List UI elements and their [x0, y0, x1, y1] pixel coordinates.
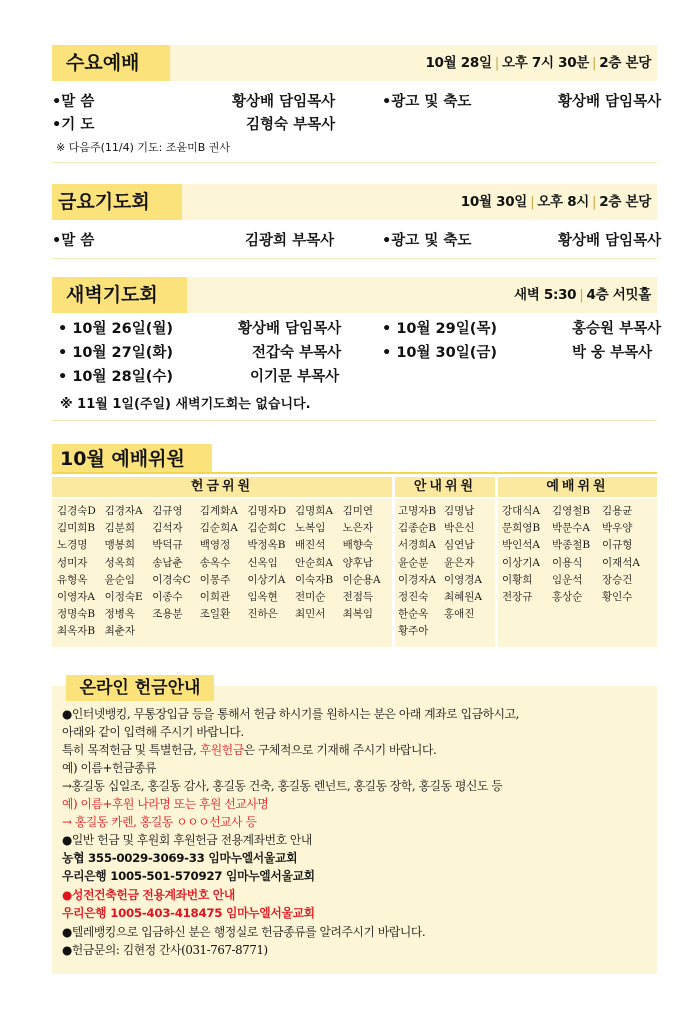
- name-row: [57, 606, 390, 623]
- fri-title: 금요기도회: [52, 184, 182, 220]
- worker-name: 신옥임: [247, 556, 278, 569]
- worker-name: 조용분: [152, 608, 183, 621]
- worker-name: 장승건: [602, 573, 633, 586]
- online-line: 예) 이름+헌금종류: [62, 761, 157, 775]
- worker-name: 박문수A: [552, 522, 591, 535]
- workers-title: 10월 예배위원: [52, 444, 212, 474]
- worker-name: 성미자: [57, 556, 88, 569]
- worker-name: 김순희A: [199, 522, 238, 535]
- worker-name: 김종순B: [398, 522, 437, 535]
- fri-announce-name: 황상배 담임목사: [558, 233, 662, 249]
- usher-names: [398, 503, 490, 641]
- online-line-tail: 은 구체적으로 기재해 주시기 바랍니다.: [243, 743, 437, 757]
- online-line: 예) 이름+후원 나라명 또는 후원 선교사명: [62, 797, 269, 811]
- fri-header: [52, 184, 657, 220]
- worker-name: 노경명: [57, 539, 88, 552]
- worker-name: 이용식: [552, 556, 583, 569]
- dawn-title: 새벽기도회: [52, 277, 187, 313]
- worker-name: 홍애진: [444, 608, 475, 621]
- wed-announce-label: •광고 및 축도: [382, 94, 472, 110]
- worker-name: 이상기A: [502, 556, 541, 569]
- worker-name: 이재석A: [602, 556, 641, 569]
- dawn-day: • 10월 29일(목): [382, 321, 497, 337]
- dawn-name: 박 웅 부목사: [572, 345, 653, 361]
- worker-name: 배향숙: [342, 539, 373, 552]
- name-row: [502, 520, 652, 537]
- dawn-header: [52, 277, 657, 313]
- name-row: [502, 589, 652, 606]
- online-contact: ●헌금문의: 김현정 간사(031-767-8771): [62, 943, 268, 957]
- dawn-info: 새벽 5:30 | 4층 서밋홀: [514, 287, 651, 303]
- wed-announce-name: 황상배 담임목사: [558, 94, 662, 110]
- name-row: [57, 623, 390, 640]
- worker-name: 진하은: [247, 608, 278, 621]
- name-row: [502, 537, 652, 554]
- worker-name: 박종철B: [552, 539, 591, 552]
- name-row: [57, 537, 390, 554]
- online-line: →홍길동 십일조, 홍길동 감사, 홍길동 건축, 홍길동 렌넌트, 홍길동 장학, 홍길동 평신도 등: [62, 779, 503, 793]
- wed-header: [52, 45, 657, 81]
- online-building-title: ●성전건축헌금 전용계좌번호 안내: [62, 888, 235, 902]
- worker-name: 김미희B: [57, 522, 96, 535]
- worker-name: 최복임: [342, 608, 373, 621]
- worker-name: 이경자A: [398, 573, 437, 586]
- online-line: ●텔레뱅킹으로 입금하신 분은 행정실로 헌금종류를 알려주시기 바랍니다.: [62, 925, 426, 939]
- fri-announce-label: •광고 및 축도: [382, 233, 472, 249]
- name-row: [57, 589, 390, 606]
- online-line: ●인터넷뱅킹, 무통장입금 등을 통해서 헌금 하시기를 원하시는 분은 아래 계좌로 입금하시고,: [62, 707, 519, 721]
- worker-name: 김명남: [444, 505, 475, 517]
- online-account: 농협 355-0029-3069-33 임마누엘서울교회: [62, 851, 298, 865]
- worker-name: 황주아: [398, 625, 429, 638]
- worker-name: 서경희A: [398, 539, 437, 552]
- usher-header: 안내위원: [395, 477, 495, 497]
- worker-name: 김미연: [342, 505, 373, 517]
- worker-name: 박은신: [444, 522, 475, 535]
- worker-name: 임옥현: [247, 591, 278, 604]
- worker-name: 김분희: [104, 522, 136, 535]
- worker-name: 박덕규: [152, 539, 183, 552]
- online-line: [62, 742, 436, 760]
- name-row: [398, 589, 490, 606]
- worker-name: 최춘자: [104, 625, 136, 638]
- worker-name: 양후남: [342, 556, 373, 569]
- worker-name: 김영철B: [552, 505, 591, 517]
- worker-name: 이희관: [199, 591, 231, 604]
- wed-place: 2층 본당: [599, 55, 651, 71]
- worker-name: 김경숙D: [57, 505, 96, 517]
- worker-name: 이영자A: [57, 591, 96, 604]
- online-line: 아래와 같이 입력해 주시기 바랍니다.: [62, 725, 244, 739]
- name-row: [57, 520, 390, 537]
- worker-name: 이규형: [602, 539, 633, 552]
- dawn-name: 황상배 담임목사: [238, 321, 342, 337]
- dawn-name: 이기문 부목사: [250, 369, 340, 385]
- worker-name: 임운석: [552, 573, 583, 586]
- worker-name: 유형옥: [57, 573, 88, 586]
- name-row: [502, 572, 652, 589]
- name-row: [502, 555, 652, 572]
- worker-name: 박우양: [602, 522, 633, 535]
- dawn-note: ※ 11월 1일(주일) 새벽기도회는 없습니다.: [60, 397, 311, 412]
- worker-name: 이종수: [152, 591, 183, 604]
- worker-name: 이순용A: [342, 573, 381, 586]
- worker-name: 김석자: [152, 522, 183, 535]
- worker-name: 홍상순: [552, 591, 583, 604]
- online-line: ●일반 헌금 및 후원회 후원헌금 전용계좌번호 안내: [62, 833, 312, 847]
- name-row: [398, 606, 490, 623]
- worker-name: 정명숙B: [57, 608, 96, 621]
- workers-title-underline: [52, 472, 657, 474]
- worker-name: 황인수: [602, 591, 633, 604]
- wed-info: 10월 28일 | 오후 7시 30분 | 2층 본당: [425, 55, 651, 71]
- fri-sermon-name: 김광희 부목사: [245, 233, 335, 249]
- dawn-name: 전갑숙 부목사: [252, 345, 342, 361]
- worker-name: 송옥수: [199, 556, 231, 569]
- online-highlight: 후원헌금: [199, 743, 244, 757]
- divider: [52, 420, 657, 421]
- worker-name: 김순희C: [247, 522, 286, 535]
- worship-header: 예배위원: [498, 477, 657, 497]
- worker-name: 고명자B: [398, 505, 437, 517]
- wed-time: 오후 7시 30분: [501, 55, 590, 71]
- worker-name: 박정옥B: [247, 539, 286, 552]
- worker-name: 노복임: [294, 522, 326, 535]
- worker-name: 김계화A: [199, 505, 238, 517]
- worker-name: 윤순분: [398, 556, 429, 569]
- worker-name: 조일환: [199, 608, 231, 621]
- name-row: [398, 572, 490, 589]
- dawn-place: 4층 서밋홀: [586, 287, 651, 303]
- fri-date: 10월 30일: [460, 194, 528, 210]
- worker-name: 윤순임: [104, 573, 136, 586]
- dawn-time: 새벽 5:30: [514, 287, 577, 303]
- dawn-day: • 10월 27일(화): [58, 345, 173, 361]
- wed-date: 10월 28일: [425, 55, 492, 71]
- divider: [52, 162, 657, 163]
- dawn-name: 홍승원 부목사: [572, 321, 662, 337]
- online-account: 우리은행 1005-501-570927 임마누엘서울교회: [62, 869, 315, 883]
- dawn-day: • 10월 30일(금): [382, 345, 497, 361]
- worker-name: 심연남: [444, 539, 475, 552]
- wed-prayer-name: 김형숙 부목사: [246, 117, 336, 133]
- worker-name: 이영경A: [444, 573, 483, 586]
- worker-name: 강대식A: [502, 505, 541, 517]
- worker-name: 김명자D: [247, 505, 287, 517]
- name-row: [398, 555, 490, 572]
- fri-info: 10월 30일 | 오후 8시 | 2층 본당: [460, 194, 651, 210]
- worker-name: 최혜원A: [444, 591, 483, 604]
- worker-name: 최옥자B: [57, 625, 96, 638]
- worker-name: 전장규: [502, 591, 533, 604]
- worker-name: 성옥희: [104, 556, 136, 569]
- wed-sermon-label: •말 씀: [52, 94, 95, 110]
- worker-name: 이정숙E: [104, 591, 143, 604]
- worker-name: 김경자A: [104, 505, 143, 517]
- worker-name: 정진숙: [398, 591, 429, 604]
- worker-name: 정병옥: [104, 608, 136, 621]
- fri-place: 2층 본당: [599, 194, 651, 210]
- worker-name: 김명희A: [294, 505, 333, 517]
- worker-name: 맹봉희: [104, 539, 136, 552]
- online-building-account: 우리은행 1005-403-418475 임마누엘서울교회: [62, 906, 315, 920]
- wed-sermon-name: 황상배 담임목사: [232, 94, 336, 110]
- wed-prayer-label: •기 도: [52, 117, 95, 133]
- wed-note: ※ 다음주(11/4) 기도: 조윤미B 권사: [56, 141, 230, 154]
- worker-name: 이숙자B: [294, 573, 334, 586]
- worker-name: 이경숙C: [152, 573, 191, 586]
- worker-name: 안순희A: [294, 556, 333, 569]
- name-row: [398, 503, 490, 520]
- offering-header: 헌금위원: [52, 477, 392, 497]
- dawn-day: • 10월 26일(월): [58, 321, 173, 337]
- worker-name: 이황희: [502, 573, 533, 586]
- name-row: [57, 555, 390, 572]
- worker-name: 김용균: [602, 505, 633, 517]
- worker-name: 윤은자: [444, 556, 475, 569]
- wed-title: 수요예배: [52, 45, 170, 81]
- worker-name: 배진석: [294, 539, 326, 552]
- online-title: 온라인 헌금안내: [66, 675, 214, 701]
- worker-name: 전미순: [294, 591, 326, 604]
- worker-name: 한순옥: [398, 608, 429, 621]
- name-row: [398, 537, 490, 554]
- fri-sermon-label: •말 씀: [52, 233, 95, 249]
- worker-name: 전점득: [342, 591, 373, 604]
- divider: [52, 258, 657, 259]
- name-row: [57, 572, 390, 589]
- online-line: → 홍길동 카렌, 홍길동 ㅇㅇㅇ선교사 등: [62, 815, 257, 829]
- worker-name: 박인석A: [502, 539, 541, 552]
- dawn-day: • 10월 28일(수): [58, 369, 173, 385]
- worker-name: 송남춘: [152, 556, 183, 569]
- name-row: [57, 503, 390, 520]
- fri-time: 오후 8시: [537, 194, 590, 210]
- worker-name: 문희영B: [502, 522, 541, 535]
- worker-name: 이상기A: [247, 573, 286, 586]
- worker-name: 노은자: [342, 522, 373, 535]
- name-row: [398, 623, 490, 640]
- worker-name: 김규영: [152, 505, 183, 517]
- online-line-text: 특히 목적헌금 및 특별헌금,: [62, 743, 200, 757]
- name-row: [398, 520, 490, 537]
- worker-name: 백영정: [199, 539, 231, 552]
- worker-name: 이몽주: [199, 573, 231, 586]
- worker-name: 최민서: [294, 608, 326, 621]
- name-row: [502, 503, 652, 520]
- offering-names: [57, 503, 390, 641]
- worship-names: [502, 503, 652, 606]
